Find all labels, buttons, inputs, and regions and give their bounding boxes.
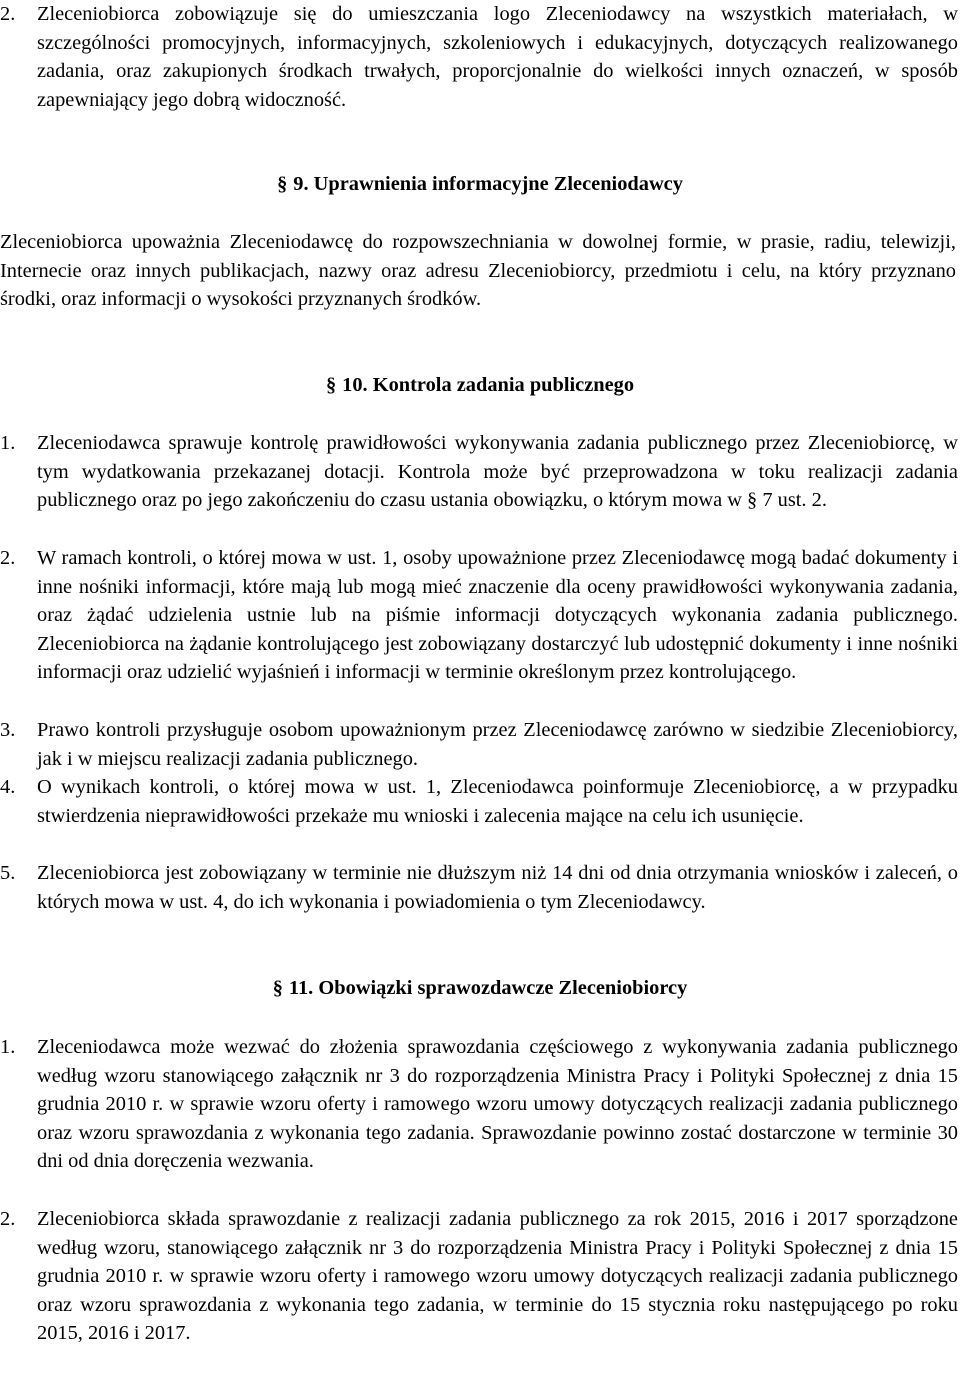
list-item bbox=[0, 859, 958, 916]
item-number: 1. bbox=[0, 1036, 16, 1058]
item-number: 2. bbox=[0, 547, 16, 569]
list-item bbox=[0, 716, 958, 773]
section-title: 11. Obowiązki sprawozdawcze Zleceniobiorcy bbox=[288, 977, 688, 999]
section-heading bbox=[0, 974, 960, 1003]
item-number: 4. bbox=[0, 776, 16, 798]
section-title: 10. Kontrola zadania publicznego bbox=[342, 374, 635, 396]
list-item bbox=[0, 1205, 958, 1348]
section-title: 9. Uprawnienia informacyjne Zleceniodawcy bbox=[293, 173, 683, 195]
item-number: 2. bbox=[0, 3, 16, 25]
item-number: 3. bbox=[0, 719, 16, 741]
paragraph-symbol: § bbox=[272, 977, 283, 999]
paragraph-symbol: § bbox=[277, 173, 288, 195]
list-item bbox=[0, 0, 958, 114]
list-item bbox=[0, 544, 958, 687]
item-text: Zleceniobiorca jest zobowiązany w terminie nie dłuższym niż 14 dni od dnia otrzymania wniosków i zaleceń, o których mowa w ust. 4, do ich wykonania i powiadomienia o tym Zleceniodawcy. bbox=[37, 862, 958, 913]
section-heading bbox=[0, 170, 960, 199]
section-heading bbox=[0, 371, 960, 400]
item-text: W ramach kontroli, o której mowa w ust. 1, osoby upoważnione przez Zleceniodawcę mogą badać dokumenty i inne nośniki informacji, które mają lub mogą mieć znaczenie dla oceny prawidłowości wykonywania zadania, oraz żądać udzielenia ustnie lub na piśmie informacji dotyczących wykonania zadania publicznego. Zleceniobiorca na żądanie kontrolującego jest zobowiązany dostarczyć lub udostępnić dokumenty i inne nośniki informacji oraz udzielić wyjaśnień i informacji w terminie określonym przez kontrolującego. bbox=[37, 547, 958, 684]
item-text: Zleceniobiorca zobowiązuje się do umieszczania logo Zleceniodawcy na wszystkich materiałach, w szczególności promocyjnych, informacyjnych, szkoleniowych i edukacyjnych, dotyczących realizowanego zadania, oraz zakupionych środkach trwałych, proporcjonalnie do wielkości innych oznaczeń, w sposób zapewniający jego dobrą widoczność. bbox=[37, 3, 958, 111]
item-text: Zleceniodawca może wezwać do złożenia sprawozdania częściowego z wykonywania zadania publicznego według wzoru stanowiącego załącznik nr 3 do rozporządzenia Ministra Pracy i Polityki Społecznej z dnia 15 grudnia 2010 r. w sprawie wzoru oferty i ramowego wzoru umowy dotyczących realizacji zadania publicznego oraz wzoru sprawozdania z wykonania tego zadania. Sprawozdanie powinno zostać dostarczone w terminie 30 dni od dnia doręczenia wezwania. bbox=[37, 1036, 958, 1173]
item-text: Prawo kontroli przysługuje osobom upoważnionym przez Zleceniodawcę zarówno w siedzibie Zleceniobiorcy, jak i w miejscu realizacji zadania publicznego. bbox=[37, 719, 958, 770]
item-number: 2. bbox=[0, 1208, 16, 1230]
item-text: Zleceniobiorca składa sprawozdanie z realizacji zadania publicznego za rok 2015, 2016 i 2017 sporządzone według wzoru, stanowiącego załącznik nr 3 do rozporządzenia Ministra Pracy i Polityki Społecznej z dnia 15 grudnia 2010 r. w sprawie wzoru oferty i ramowego wzoru umowy dotyczących realizacji zadania publicznego oraz wzoru sprawozdania z wykonania tego zadania, w terminie do 15 stycznia roku następującego po roku 2015, 2016 i 2017. bbox=[37, 1208, 958, 1345]
list-item bbox=[0, 773, 958, 830]
item-number: 1. bbox=[0, 432, 16, 454]
item-text: O wynikach kontroli, o której mowa w ust. 1, Zleceniodawca poinformuje Zleceniobiorcę, a w przypadku stwierdzenia nieprawidłowości przekaże mu wnioski i zalecenia mające na celu ich usunięcie. bbox=[37, 776, 958, 827]
item-number: 5. bbox=[0, 862, 16, 884]
list-item bbox=[0, 1033, 958, 1176]
list-item bbox=[0, 429, 958, 515]
item-text: Zleceniodawca sprawuje kontrolę prawidłowości wykonywania zadania publicznego przez Zleceniobiorcę, w tym wydatkowania przekazanej dotacji. Kontrola może być przeprowadzona w toku realizacji zadania publicznego oraz po jego zakończeniu do czasu ustania obowiązku, o którym mowa w § 7 ust. 2. bbox=[37, 432, 958, 512]
paragraph-symbol: § bbox=[325, 374, 337, 396]
section-paragraph: Zleceniobiorca upoważnia Zleceniodawcę do rozpowszechniania w dowolnej formie, w prasie, radiu, telewizji, Internecie oraz innych publikacjach, nazwy oraz adresu Zleceniobiorcy, przedmiotu i celu, na który przyznano środki, oraz informacji o wysokości przyznanych środków. bbox=[0, 231, 956, 311]
